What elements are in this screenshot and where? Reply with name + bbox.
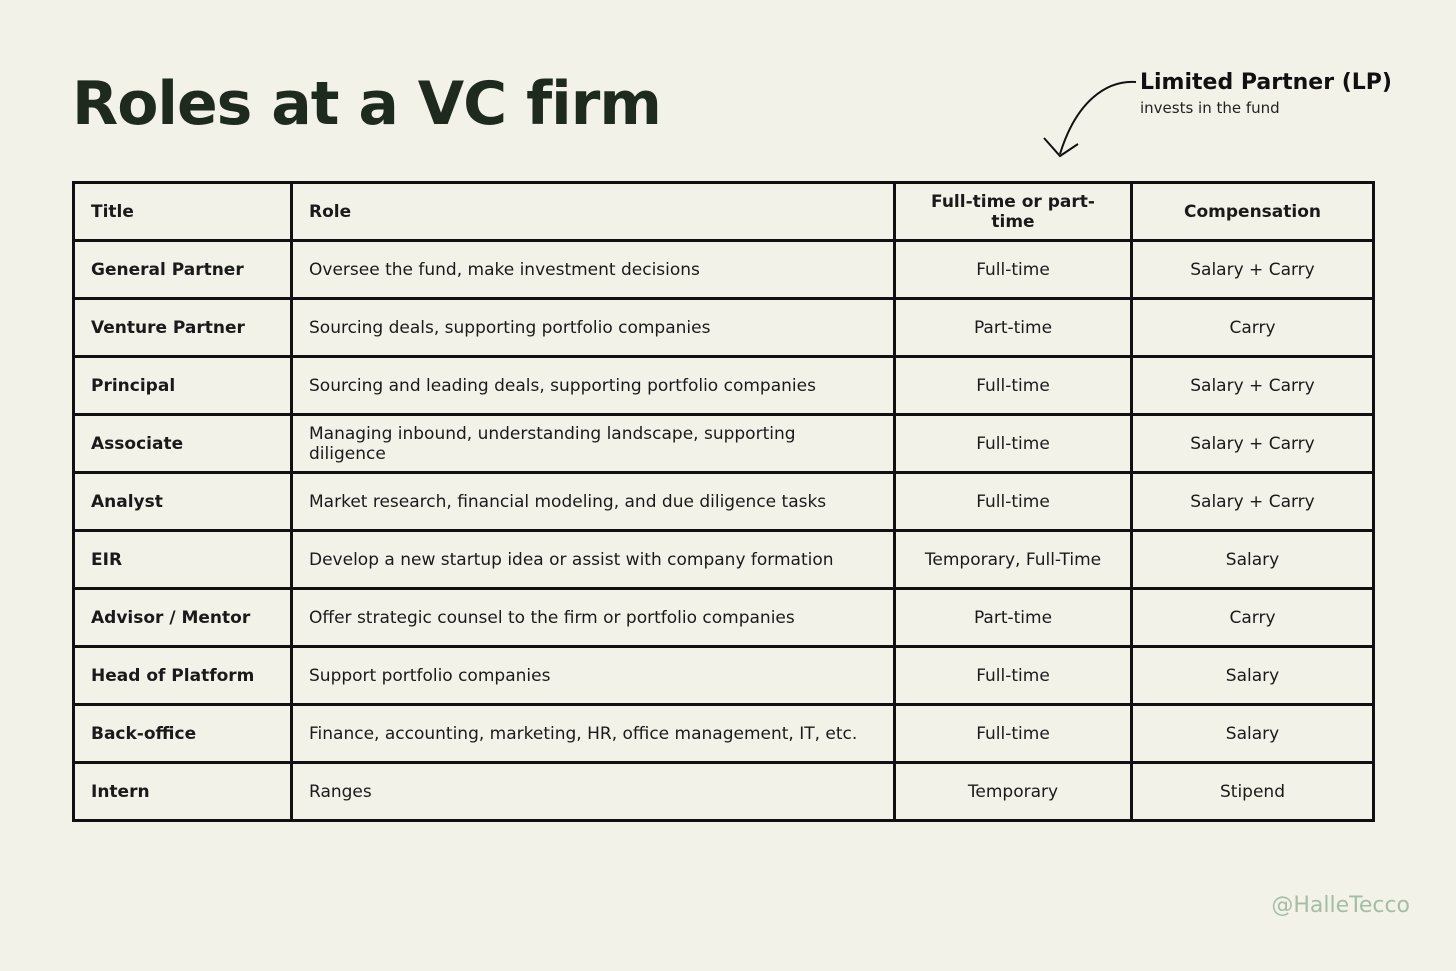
roles-table	[72, 181, 1375, 822]
column-header-compensation: Compensation	[1132, 183, 1374, 241]
curved-arrow-down-left-icon	[1036, 72, 1146, 164]
cell-compensation: Salary	[1132, 531, 1374, 589]
table-row	[74, 647, 1374, 705]
cell-time: Full-time	[895, 241, 1132, 299]
cell-time: Part-time	[895, 589, 1132, 647]
table-row	[74, 299, 1374, 357]
lp-annotation-title: Limited Partner (LP)	[1140, 70, 1392, 95]
cell-compensation: Stipend	[1132, 763, 1374, 821]
table-row	[74, 241, 1374, 299]
cell-compensation: Salary + Carry	[1132, 473, 1374, 531]
cell-compensation: Salary + Carry	[1132, 357, 1374, 415]
cell-role: Sourcing deals, supporting portfolio companies	[292, 299, 895, 357]
cell-role: Support portfolio companies	[292, 647, 895, 705]
cell-compensation: Salary + Carry	[1132, 415, 1374, 473]
cell-title: Head of Platform	[74, 647, 292, 705]
cell-time: Full-time	[895, 705, 1132, 763]
cell-time: Full-time	[895, 473, 1132, 531]
author-handle: @HalleTecco	[1271, 893, 1410, 918]
table-row	[74, 473, 1374, 531]
cell-time: Full-time	[895, 415, 1132, 473]
cell-title: Advisor / Mentor	[74, 589, 292, 647]
column-header-role: Role	[292, 183, 895, 241]
table-row	[74, 763, 1374, 821]
cell-time: Full-time	[895, 357, 1132, 415]
cell-compensation: Carry	[1132, 299, 1374, 357]
cell-compensation: Salary	[1132, 647, 1374, 705]
lp-annotation-subtitle: invests in the fund	[1140, 99, 1280, 117]
page-title: Roles at a VC firm	[72, 69, 661, 139]
table-row	[74, 705, 1374, 763]
cell-compensation: Salary	[1132, 705, 1374, 763]
cell-role: Oversee the fund, make investment decisions	[292, 241, 895, 299]
cell-time: Part-time	[895, 299, 1132, 357]
cell-role: Market research, financial modeling, and due diligence tasks	[292, 473, 895, 531]
cell-title: EIR	[74, 531, 292, 589]
table-header-row	[74, 183, 1374, 241]
cell-role: Develop a new startup idea or assist with company formation	[292, 531, 895, 589]
cell-title: Associate	[74, 415, 292, 473]
cell-title: General Partner	[74, 241, 292, 299]
cell-role: Ranges	[292, 763, 895, 821]
cell-time: Full-time	[895, 647, 1132, 705]
cell-role: Finance, accounting, marketing, HR, office management, IT, etc.	[292, 705, 895, 763]
cell-title: Analyst	[74, 473, 292, 531]
cell-role: Offer strategic counsel to the firm or portfolio companies	[292, 589, 895, 647]
cell-role: Managing inbound, understanding landscape, supporting diligence	[292, 415, 895, 473]
table-row	[74, 357, 1374, 415]
cell-title: Principal	[74, 357, 292, 415]
cell-title: Intern	[74, 763, 292, 821]
lp-annotation	[1140, 70, 1392, 117]
cell-time: Temporary	[895, 763, 1132, 821]
table-row	[74, 531, 1374, 589]
column-header-time: Full-time or part-time	[895, 183, 1132, 241]
table-row	[74, 415, 1374, 473]
cell-role: Sourcing and leading deals, supporting portfolio companies	[292, 357, 895, 415]
cell-title: Back-office	[74, 705, 292, 763]
cell-time: Temporary, Full-Time	[895, 531, 1132, 589]
cell-title: Venture Partner	[74, 299, 292, 357]
column-header-title: Title	[74, 183, 292, 241]
table-row	[74, 589, 1374, 647]
cell-compensation: Salary + Carry	[1132, 241, 1374, 299]
cell-compensation: Carry	[1132, 589, 1374, 647]
